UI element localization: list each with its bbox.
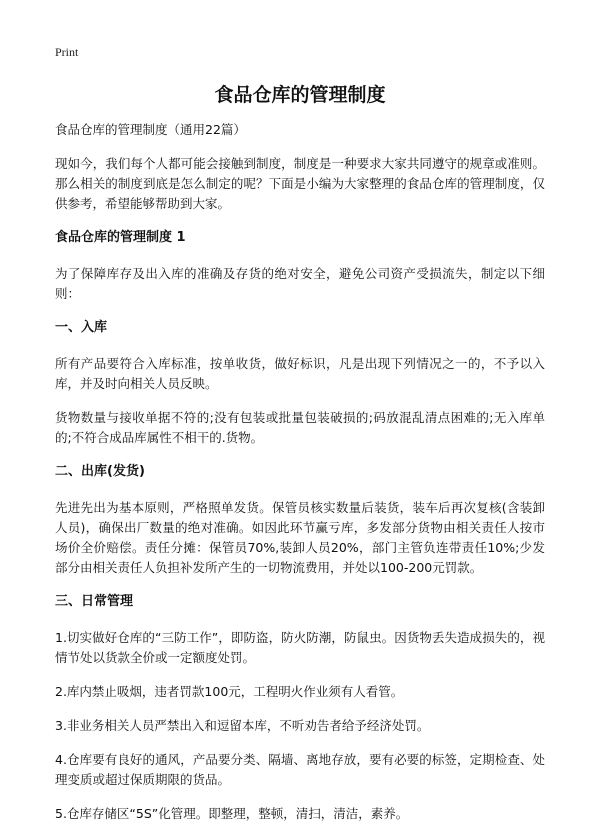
inbound-heading: 一、入库 bbox=[55, 320, 108, 335]
daily-management-heading: 三、日常管理 bbox=[55, 594, 134, 609]
article-body bbox=[55, 120, 545, 838]
daily-rule-2: 2.库内禁止吸烟，违者罚款100元，工程明火作业须有人看管。 bbox=[55, 684, 404, 699]
outbound-paragraph: 先进先出为基本原则，严格照单发货。保管员核实数量后装货，装车后再次复核(含装卸人员)，确保出厂数量的绝对准确。如因此环节赢亏库，多发部分货物由相关责任人按市场价全价赔偿。责任分摊：保管员70%,装卸人员20%，部门主管负连带责任10%;少发部分由相关责任人负担补发所产生的一切物流费用，并处以100-200元罚款。 bbox=[55, 500, 545, 575]
daily-rule-3: 3.非业务相关人员严禁出入和逗留本库，不听劝告者给予经济处罚。 bbox=[55, 718, 430, 733]
outbound-heading: 二、出库(发货) bbox=[55, 464, 145, 479]
page-title: 食品仓库的管理制度 bbox=[214, 84, 386, 106]
document-subtitle: 食品仓库的管理制度（通用22篇） bbox=[55, 122, 246, 137]
inbound-paragraph-2: 货物数量与接收单据不符的;没有包装或批量包装破损的;码放混乱清点困难的;无入库单的;不符合成品库属性不相干的.货物。 bbox=[55, 410, 545, 445]
section-intro-paragraph: 为了保障库存及出入库的准确及存货的绝对安全，避免公司资产受损流失，制定以下细则： bbox=[55, 266, 545, 301]
daily-rule-4: 4.仓库要有良好的通风，产品要分类、隔墙、离地存放，要有必要的标签，定期检查、处理变质或超过保质期限的货品。 bbox=[55, 752, 545, 787]
section-heading: 食品仓库的管理制度 1 bbox=[55, 230, 186, 245]
inbound-paragraph-1: 所有产品要符合入库标准，按单收货，做好标识，凡是出现下列情况之一的，不予以入库，并及时向相关人员反映。 bbox=[55, 356, 545, 391]
daily-rule-1: 1.切实做好仓库的“三防工作”，即防盗，防火防潮，防鼠虫。因货物丢失造成损失的，视情节处以货款全价或一定额度处罚。 bbox=[55, 630, 545, 665]
daily-rule-5: 5.仓库存储区“5S”化管理。即整理，整顿，清扫，清洁，素养。 bbox=[55, 806, 409, 821]
intro-paragraph: 现如今，我们每个人都可能会接触到制度，制度是一种要求大家共同遵守的规章或准则。那么相关的制度到底是怎么制定的呢？下面是小编为大家整理的食品仓库的管理制度，仅供参考，希望能够帮助到大家。 bbox=[55, 156, 545, 211]
print-link[interactable]: Print bbox=[55, 45, 79, 59]
